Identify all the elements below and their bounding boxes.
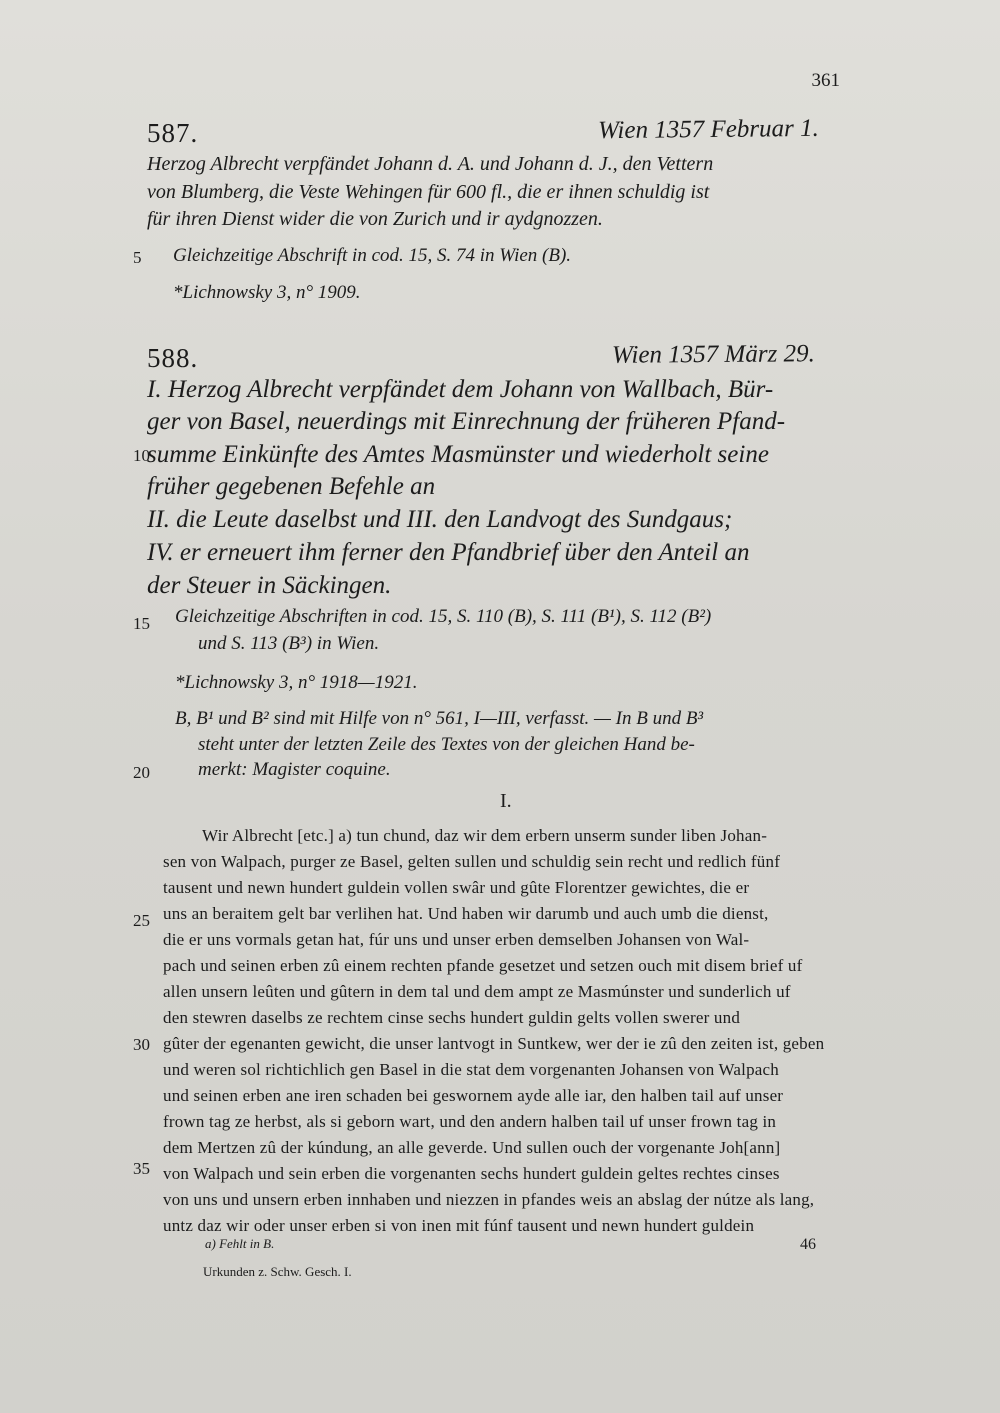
entry-588-summary-1: I. Herzog Albrecht verpfändet dem Johann von Wallbach, Bür- <box>147 376 774 403</box>
text-line-13: dem Mertzen zû der kúndung, an alle geverde. Und sullen ouch der vorgenante Joh[ann] <box>163 1138 781 1157</box>
entry-588-summary-4: früher gegebenen Befehle an <box>147 473 436 500</box>
text-line-1: Wir Albrecht [etc.] a) tun chund, daz wir dem erbern unserm sunder liben Johan- <box>202 826 768 845</box>
text-line-2: sen von Walpach, purger ze Basel, gelten sullen und schuldig sein recht und redlich fünf <box>163 852 781 871</box>
line-number-10: 10 <box>133 446 150 465</box>
entry-588-source-1: Gleichzeitige Abschriften in cod. 15, S. 110 (B), S. 111 (B¹), S. 112 (B²) <box>175 606 712 627</box>
line-number-5: 5 <box>133 248 142 267</box>
page-number: 361 <box>811 70 840 91</box>
entry-587-summary-3: für ihren Dienst wider die von Zurich und ir aydgnozzen. <box>147 208 603 230</box>
entry-588-source-2: und S. 113 (B³) in Wien. <box>198 633 380 654</box>
entry-587-source: Gleichzeitige Abschrift in cod. 15, S. 74 in Wien (B). <box>173 245 572 266</box>
entry-587-number: 587. <box>147 118 199 148</box>
line-number-25: 25 <box>133 911 150 930</box>
entry-587-place-date: Wien 1357 Februar 1. <box>597 114 819 145</box>
entry-588-summary-6: IV. er erneuert ihm ferner den Pfandbrief über den Anteil an <box>147 539 750 566</box>
entry-588-summary-7: der Steuer in Säckingen. <box>147 572 392 599</box>
entry-588-number: 588. <box>147 343 199 373</box>
text-line-10: und weren sol richtichlich gen Basel in die stat dem vorgenanten Johansen von Walpach <box>163 1060 779 1079</box>
text-line-16: untz daz wir oder unser erben si von inen mit fúnf tausent und newn hundert guldein <box>163 1216 755 1235</box>
text-line-7: allen unsern leûten und gûtern in dem tal und dem ampt ze Masmúnster und sunderlich uf <box>163 982 791 1001</box>
entry-588-note-1: B, B¹ und B² sind mit Hilfe von n° 561, I—III, verfasst. — In B und B³ <box>175 708 704 729</box>
entry-588-note-3: merkt: Magister coquine. <box>198 759 391 780</box>
entry-587-summary-2: von Blumberg, die Veste Wehingen für 600 fl., die er ihnen schuldig ist <box>147 181 710 203</box>
line-number-15: 15 <box>133 614 150 633</box>
section-heading: I. <box>500 790 512 812</box>
entry-588-note-2: steht unter der letzten Zeile des Textes von der gleichen Hand be- <box>198 734 695 755</box>
text-line-5: die er uns vormals getan hat, fúr uns und unser erben demselben Johansen von Wal- <box>163 930 750 949</box>
text-line-12: frown tag ze herbst, als si geborn wart, und den andern halben tail uf unser frown tag in <box>163 1112 777 1131</box>
line-number-35: 35 <box>133 1159 150 1178</box>
text-line-8: den stewren daselbs ze rechtem cinse sechs hundert guldin gelts vollen swerer und <box>163 1008 741 1027</box>
text-line-11: und seinen erben ane iren schaden bei geswornem ayde alle iar, den halben tail auf unser <box>163 1086 784 1105</box>
text-line-14: von Walpach und sein erben die vorgenanten sechs hundert guldein geltes rechtes cinses <box>163 1164 780 1183</box>
entry-587-summary-1: Herzog Albrecht verpfändet Johann d. A. und Johann d. J., den Vettern <box>147 153 714 175</box>
line-number-20: 20 <box>133 763 150 782</box>
entry-588-reference: *Lichnowsky 3, n° 1918—1921. <box>175 672 418 693</box>
text-line-9: gûter der egenanten gewicht, die unser lantvogt in Suntkew, wer der ie zû den zeiten ist, geben <box>163 1034 825 1053</box>
entry-588-summary-2: ger von Basel, neuerdings mit Einrechnung der früheren Pfand- <box>147 408 786 435</box>
text-line-4: uns an beraitem gelt bar verlihen hat. Und haben wir darumb und auch umb die dienst, <box>163 904 769 923</box>
footnote: a) Fehlt in B. <box>205 1236 275 1251</box>
text-line-3: tausent und newn hundert guldein vollen swâr und gûte Florentzer gewichtes, die er <box>163 878 750 897</box>
running-footer: Urkunden z. Schw. Gesch. I. <box>203 1264 352 1279</box>
text-line-6: pach und seinen erben zû einem rechten pfande gesetzet und setzen ouch mit disem brief uf <box>163 956 803 975</box>
entry-588-place-date: Wien 1357 März 29. <box>611 340 815 369</box>
entry-588-summary-5: II. die Leute daselbst und III. den Landvogt des Sundgaus; <box>147 506 733 533</box>
line-number-30: 30 <box>133 1035 150 1054</box>
entry-587-reference: *Lichnowsky 3, n° 1909. <box>173 282 361 303</box>
text-line-15: von uns und unsern erben innhaben und niezzen in pfandes weis an abslag der nútze als lang, <box>163 1190 815 1209</box>
entry-588-summary-3: summe Einkünfte des Amtes Masmünster und wiederholt seine <box>147 441 769 468</box>
printer-signature: 46 <box>800 1236 816 1253</box>
